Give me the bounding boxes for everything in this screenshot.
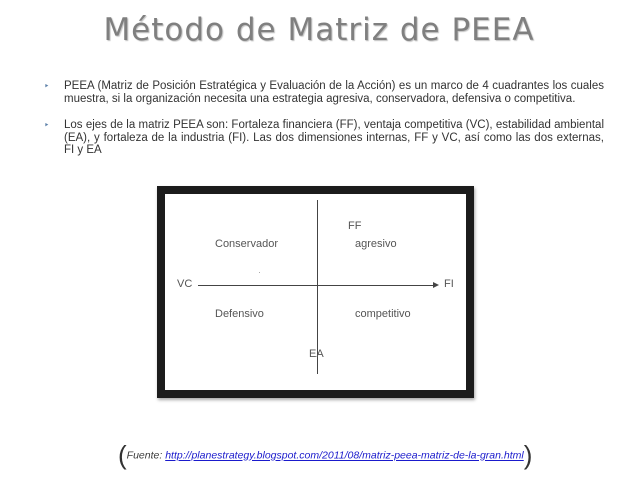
bullet-list: [44, 80, 604, 171]
close-paren: ): [523, 440, 533, 470]
bullet-marker-icon: ‣: [44, 121, 50, 132]
axis-label-ff: FF: [348, 220, 362, 232]
matrix-canvas: [165, 194, 466, 390]
bullet-item: [44, 80, 604, 105]
bullet-text: Los ejes de la matriz PEEA son: Fortaleza financiera (FF), ventaja competitiva (VC), estabilidad ambiental (EA), y fortaleza de la industria (FI). Las dos dimensiones internas, FF y VC, así como las dos externas, FI y EA: [64, 119, 604, 157]
axis-label-fi: FI: [444, 278, 454, 290]
bullet-marker-icon: ‣: [44, 82, 50, 92]
peea-matrix-image: [157, 186, 474, 398]
source-link[interactable]: http://planestrategy.blogspot.com/2011/08/matriz-peea-matriz-de-la-gran.html: [165, 449, 524, 462]
bullet-text: PEEA (Matriz de Posición Estratégica y Evaluación de la Acción) es un marco de 4 cuadrantes los cuales muestra, si la organización necesita una estrategia agresiva, conservadora, defensiva o competitiva.: [64, 80, 604, 105]
axis-label-vc: VC: [177, 278, 193, 290]
axis-label-ea: EA: [309, 348, 324, 360]
source-prefix: Fuente:: [126, 449, 166, 462]
quadrant-competitivo: competitivo: [355, 308, 411, 320]
quadrant-agresivo: agresivo: [355, 238, 397, 250]
bullet-item: [44, 119, 604, 157]
quadrant-defensivo: Defensivo: [215, 308, 264, 320]
quadrant-conservador: Conservador: [215, 238, 278, 250]
axis-arrow-icon: [433, 282, 439, 288]
open-paren: (: [118, 440, 127, 470]
source-citation: [118, 440, 532, 471]
slide-title: Método de Matriz de PEEA: [103, 12, 535, 48]
stray-dot: [259, 272, 260, 273]
